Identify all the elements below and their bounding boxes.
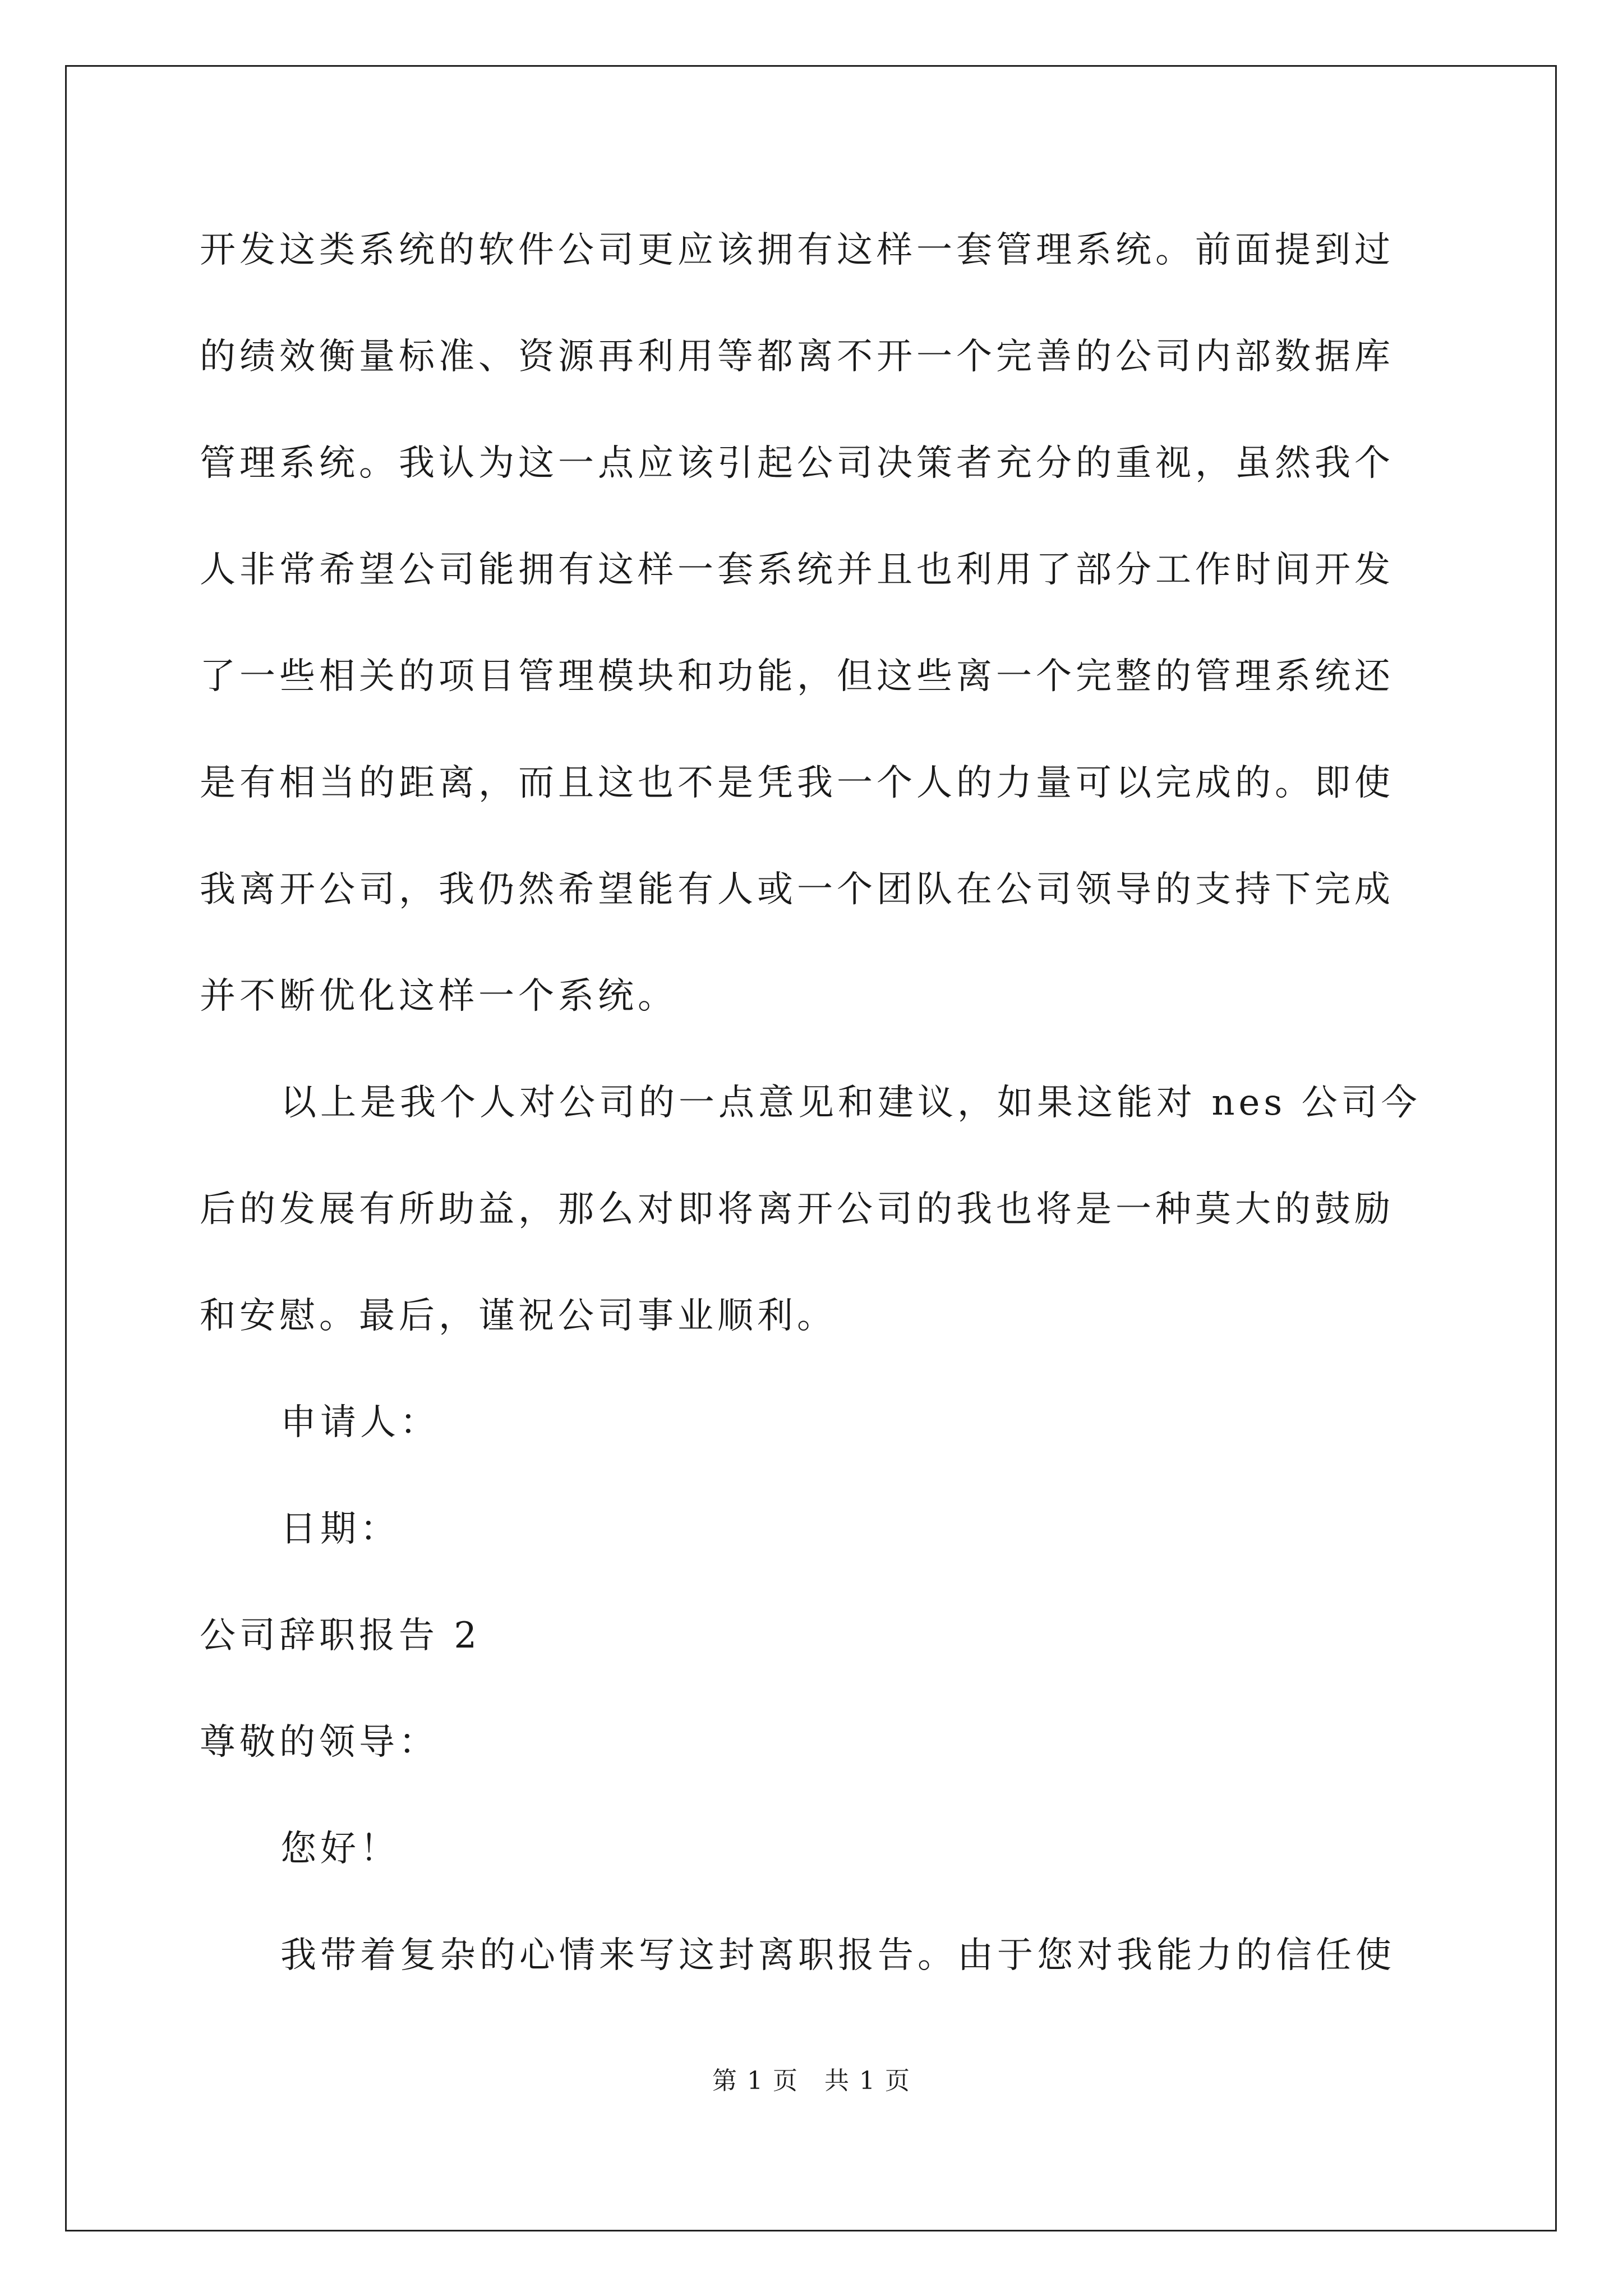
body-line: 后的发展有所助益，那么对即将离开公司的我也将是一种莫大的鼓励 [200,1189,1394,1230]
body-line: 是有相当的距离，而且这也不是凭我一个人的力量可以完成的。即使 [200,762,1394,804]
page-border [65,65,1557,2231]
body-line: 人非常希望公司能拥有这样一套系统并且也利用了部分工作时间开发 [200,549,1394,591]
page-number-footer: 第 1 页 共 1 页 [712,2067,911,2095]
applicant-label: 申请人： [280,1402,440,1443]
date-label: 日期： [280,1508,400,1550]
body-line: 并不断优化这样一个系统。 [200,976,677,1017]
body-line: 管理系统。我认为这一点应该引起公司决策者充分的重视，虽然我个 [200,443,1394,484]
body-line: 了一些相关的项目管理模块和功能，但这些离一个完整的管理系统还 [200,656,1394,697]
body-line: 我带着复杂的心情来写这封离职报告。由于您对我能力的信任使 [280,1935,1395,1976]
salutation: 尊敬的领导： [200,1722,439,1763]
greeting: 您好！ [280,1828,400,1870]
body-line: 我离开公司，我仍然希望能有人或一个团队在公司领导的支持下完成 [200,869,1394,910]
body-line: 的绩效衡量标准、资源再利用等都离不开一个完善的公司内部数据库 [200,336,1394,378]
body-line: 和安慰。最后，谨祝公司事业顺利。 [200,1295,837,1337]
body-line: 开发这类系统的软件公司更应该拥有这样一套管理系统。前面提到过 [200,229,1394,271]
body-line: 以上是我个人对公司的一点意见和建议，如果这能对 nes 公司今 [280,1082,1421,1124]
section-title: 公司辞职报告 2 [200,1615,481,1657]
